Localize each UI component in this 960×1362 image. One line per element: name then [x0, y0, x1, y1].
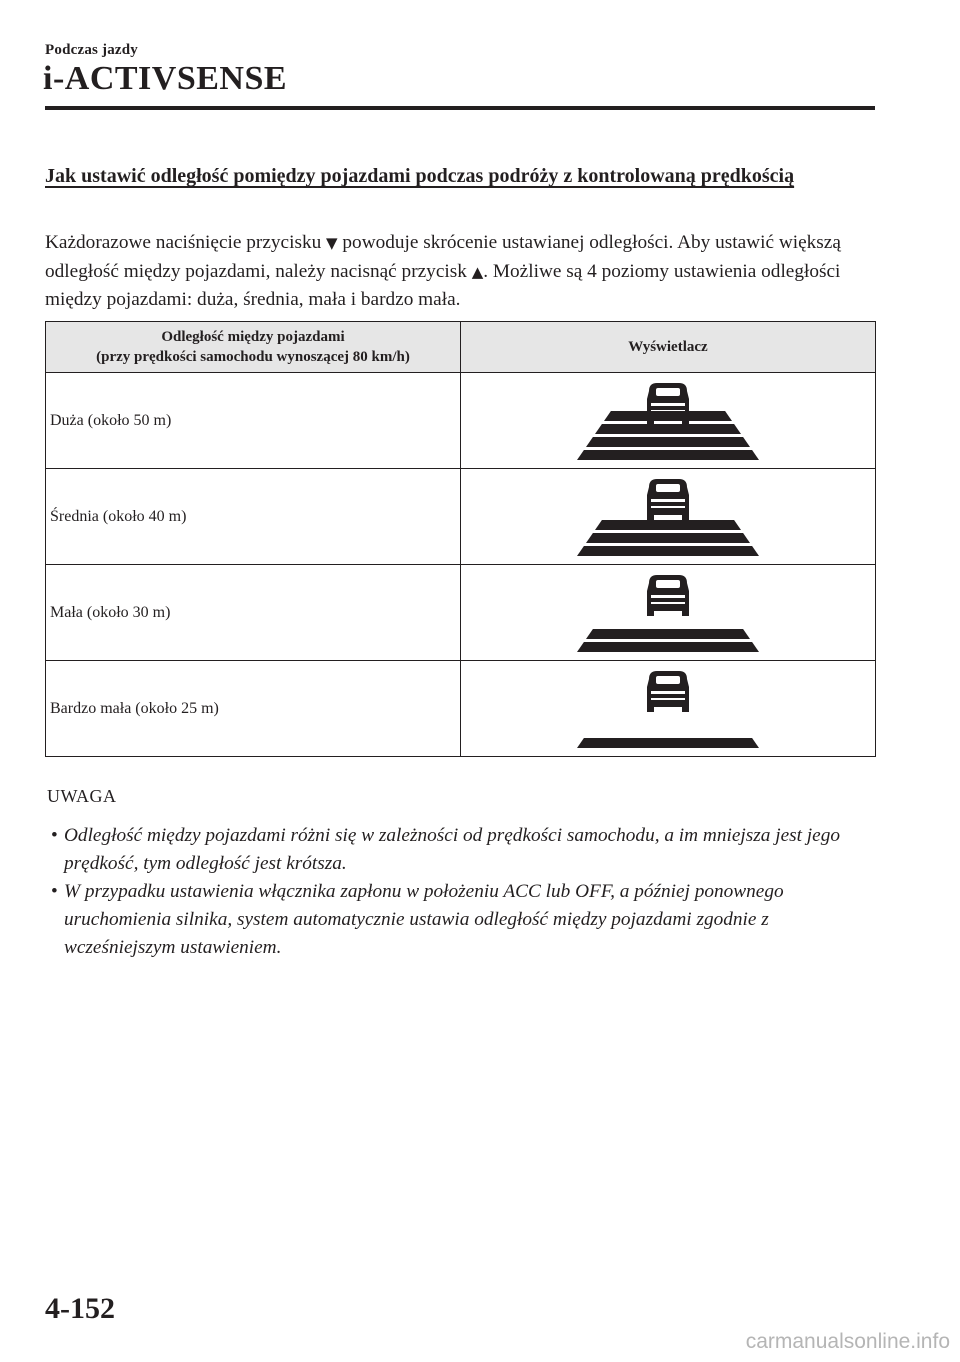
display-cell [461, 469, 876, 565]
road-bar [577, 738, 759, 748]
road-bar [577, 450, 759, 460]
road-bar [586, 533, 750, 543]
car-icon [647, 575, 689, 616]
indicator-graphic [461, 661, 875, 756]
table-row [46, 565, 876, 661]
indicator-graphic [461, 373, 875, 468]
header-rule [45, 106, 875, 110]
note-list [47, 822, 847, 962]
subheading: Jak ustawić odległość pomiędzy pojazdami podczas podróży z kontrolowaną prędkością [45, 165, 795, 187]
body-text-2: powoduje skrócenie ustawianej odległości. Aby ustawić większą odległość między pojazdami, należy nacisnąć przycisk [45, 232, 841, 282]
table-header-row [46, 322, 876, 373]
display-cell [461, 565, 876, 661]
section-label: Podczas jazdy [45, 42, 139, 58]
indicator-graphic [461, 469, 875, 564]
distance-indicator [461, 661, 875, 756]
table-row [46, 469, 876, 565]
list-item [47, 822, 847, 878]
road-bar [586, 629, 750, 639]
distance-label: Duża (około 50 m) [46, 373, 461, 469]
distance-table [45, 321, 876, 757]
display-cell [461, 661, 876, 757]
bullet-icon: • [51, 825, 58, 846]
distance-indicator [461, 373, 875, 468]
page-number: 4-152 [45, 1292, 115, 1325]
road-bar [577, 642, 759, 652]
road-bar [595, 520, 741, 530]
distance-label: Bardzo mała (około 25 m) [46, 661, 461, 757]
body-paragraph [45, 229, 875, 315]
column-header-distance-line2: (przy prędkości samochodu wynoszącej 80 km/h) [96, 349, 410, 365]
body-text-3: . Możliwe są 4 poziomy ustawienia odległości między pojazdami: duża, średnia, mała i bardzo mała. [45, 260, 841, 310]
road-bar [577, 546, 759, 556]
distance-label: Mała (około 30 m) [46, 565, 461, 661]
distance-indicator [461, 469, 875, 564]
bullet-icon: • [51, 881, 58, 902]
car-icon [647, 671, 689, 712]
table-row [46, 661, 876, 757]
car-icon [647, 479, 689, 520]
chapter-title: i-ACTIVSENSE [43, 60, 288, 97]
watermark: carmanualsonline.info [745, 1330, 950, 1353]
table-row [46, 373, 876, 469]
indicator-graphic [461, 565, 875, 660]
column-header-distance-line1: Odległość między pojazdami [161, 329, 345, 345]
list-item [47, 878, 847, 962]
note-title: UWAGA [47, 786, 117, 806]
road-bar [595, 424, 741, 434]
distance-indicator [461, 565, 875, 660]
road-bar [604, 411, 732, 421]
distance-label: Średnia (około 40 m) [46, 469, 461, 565]
column-header-display: Wyświetlacz [461, 322, 876, 373]
note-text: Odległość między pojazdami różni się w zależności od prędkości samochodu, a im mniejsza jest jego prędkość, tym odległość jest krótsza. [64, 825, 841, 874]
column-header-distance [46, 322, 461, 373]
display-cell [461, 373, 876, 469]
body-text-1: Każdorazowe naciśnięcie przycisku [45, 232, 327, 253]
road-bar [586, 437, 750, 447]
up-triangle-icon: ▲ [471, 262, 484, 281]
note-text: W przypadku ustawienia włącznika zapłonu w położeniu ACC lub OFF, a później ponownego uruchomienia silnika, system automatycznie ustawia odległość między pojazdami zgodnie z wcześniejszym ustawieniem. [64, 881, 784, 958]
down-triangle-icon: ▼ [326, 234, 338, 252]
